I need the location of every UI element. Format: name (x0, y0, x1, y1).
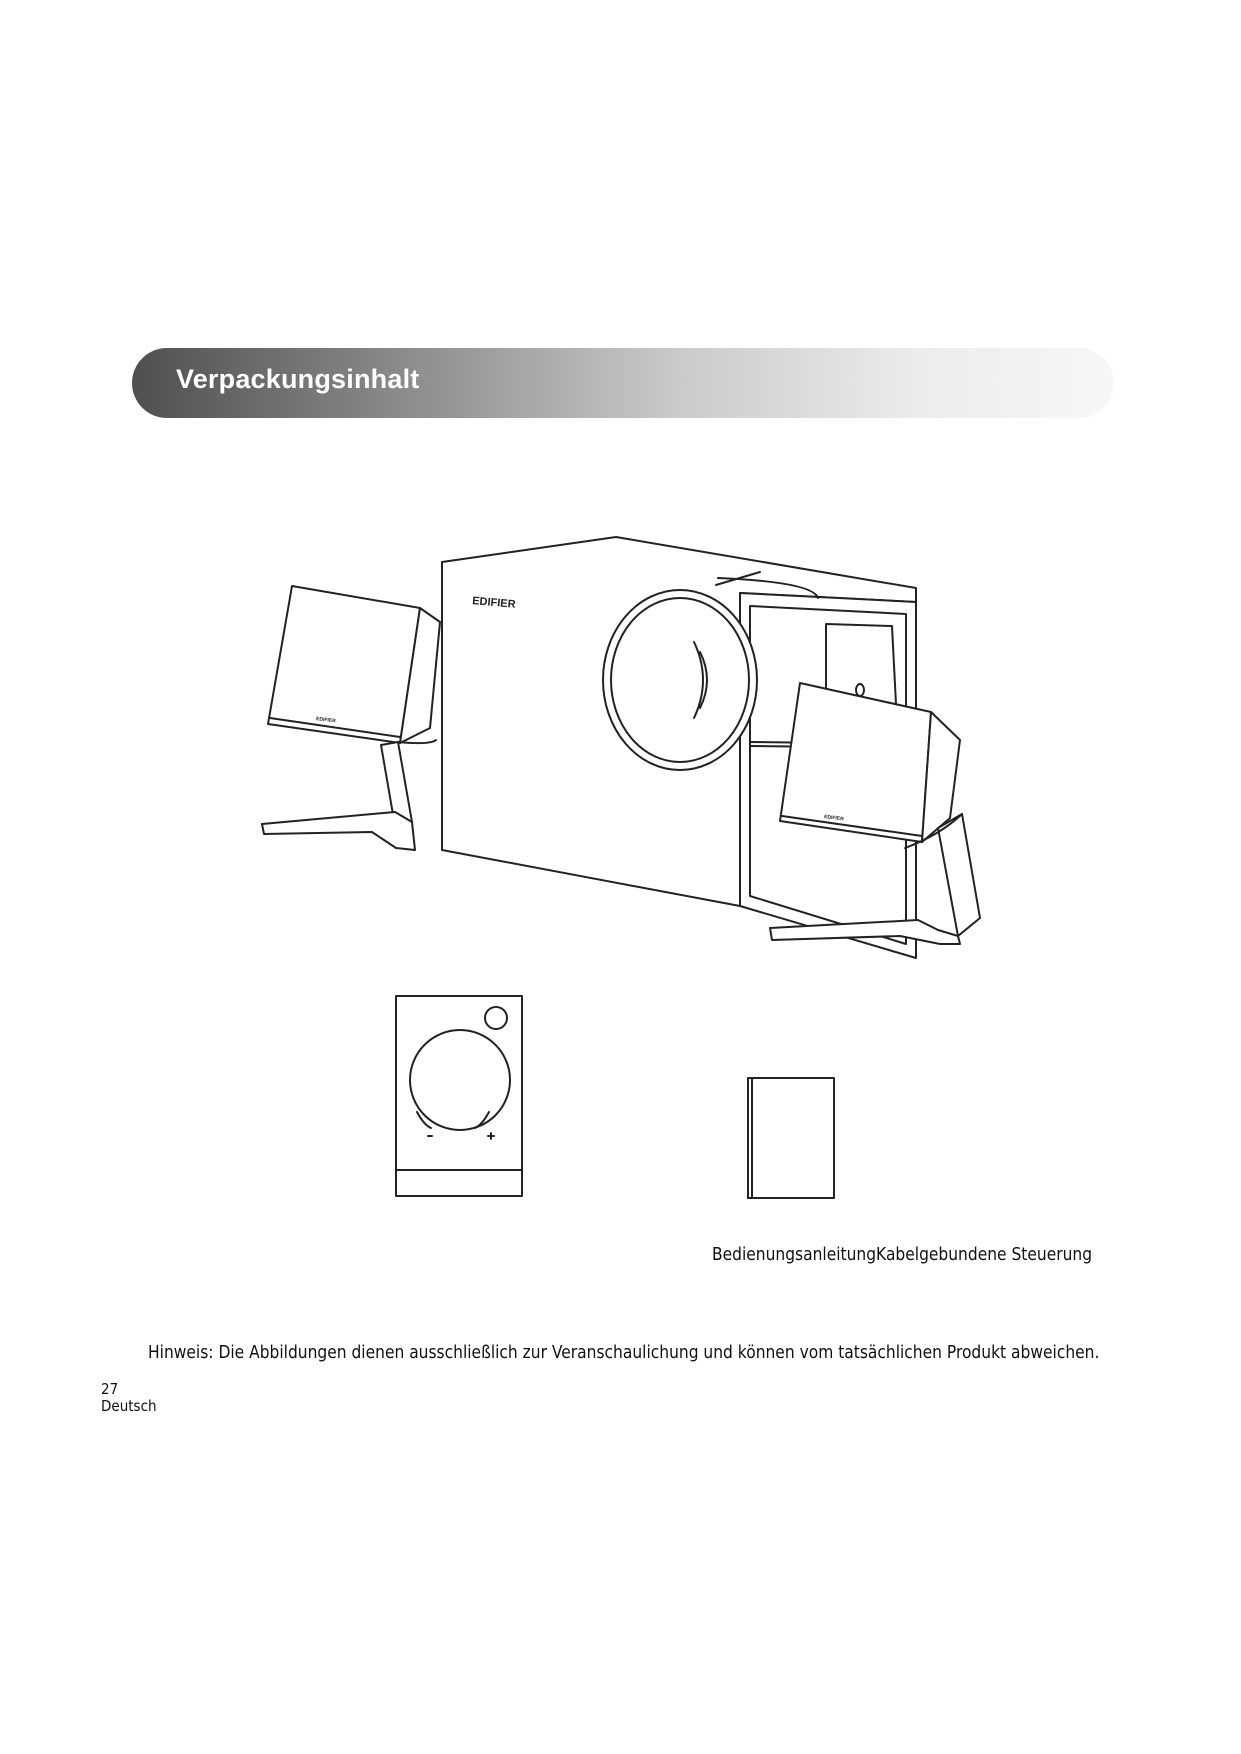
left-satellite-brand-label: EDIFIER (315, 716, 337, 725)
user-manual-drawing (748, 1078, 834, 1198)
illustration-caption: BedienungsanleitungKabelgebundene Steuerung (712, 1244, 1093, 1265)
wired-control-drawing (396, 996, 522, 1196)
subwoofer-brand-label: EDIFIER (471, 595, 517, 611)
footer-language: Deutsch (101, 1397, 157, 1415)
illustration-note: Hinweis: Die Abbildungen dienen ausschließlich zur Veranschaulichung und können vom tatsächlichen Produkt abweichen. (148, 1342, 1100, 1363)
right-satellite-brand-label: EDIFIER (823, 814, 845, 823)
left-satellite-drawing (262, 586, 440, 850)
page-number: 27 (101, 1380, 119, 1398)
section-title: Verpackungsinhalt (176, 364, 420, 394)
